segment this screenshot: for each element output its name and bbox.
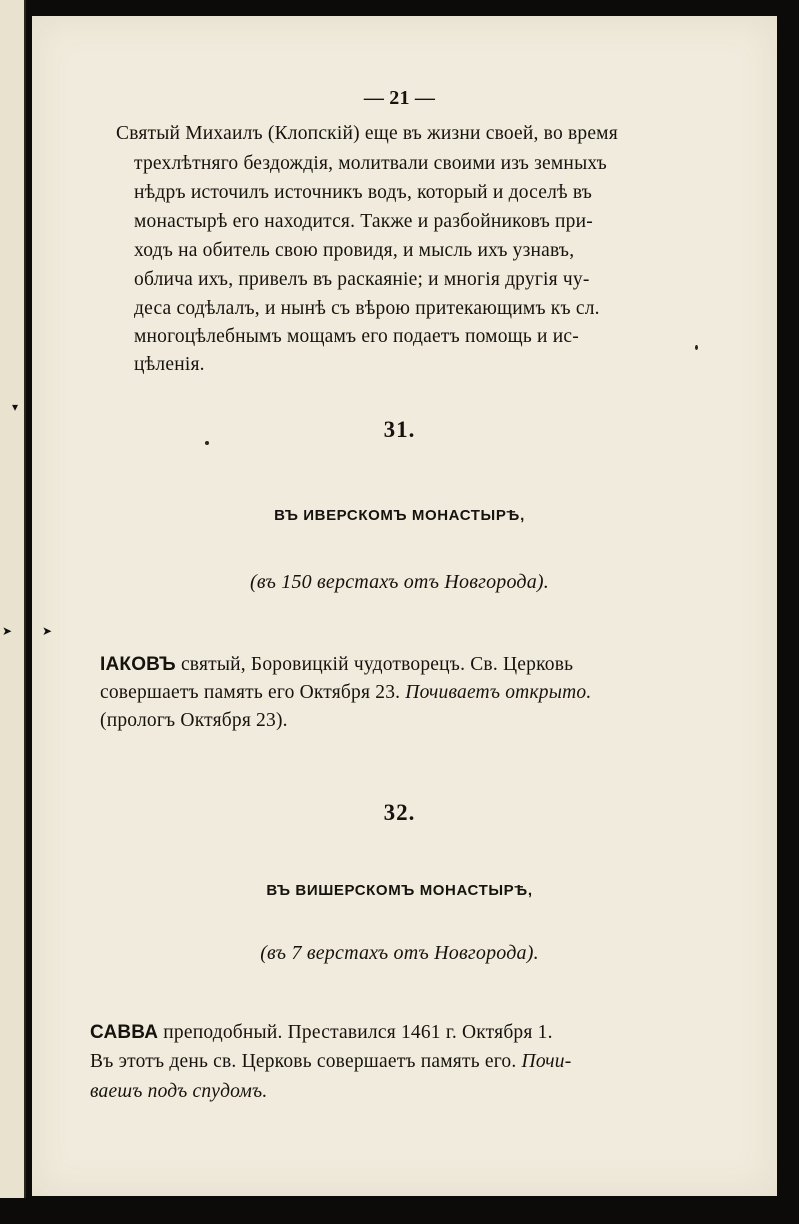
entry-line: (прологъ Октября 23).: [100, 710, 288, 731]
paragraph-line: многоцѣлебнымъ мощамъ его подаетъ помощь и ис-: [134, 326, 579, 347]
entry-line: ваешъ подъ спудомъ.: [90, 1081, 268, 1102]
entry-italic-text: Почиваетъ открыто.: [405, 682, 592, 703]
margin-mark: ➤: [42, 624, 53, 638]
entry-line: [90, 1052, 571, 1072]
paragraph-line-last: цѣленія.: [134, 354, 205, 375]
paragraph-line: Святый Михаилъ (Клопскій) еще въ жизни своей, во время: [116, 123, 618, 144]
saint-name: САВВА: [90, 1022, 159, 1043]
page-number: — 21 —: [363, 87, 436, 109]
monastery-title: ВЪ ВИШЕРСКОМЪ МОНАСТЫРѢ,: [266, 882, 533, 899]
page-speck: [205, 441, 209, 445]
saint-name: IАКОВЪ: [100, 654, 176, 675]
margin-mark: ▾: [12, 400, 19, 414]
entry-number: 32.: [383, 800, 416, 825]
entry-number: 31.: [383, 417, 416, 442]
entry-line: [100, 683, 591, 703]
previous-page-edge: [0, 0, 26, 1198]
page-speck: [695, 345, 698, 350]
paragraph-line: ходъ на обитель свою провидя, и мысль ихъ узнавъ,: [134, 240, 575, 261]
monastery-title: ВЪ ИВЕРСКОМЪ МОНАСТЫРѢ,: [274, 507, 525, 524]
distance-subtitle: (въ 150 верстахъ отъ Новгорода).: [249, 571, 549, 593]
paragraph-line: трехлѣтняго бездождія, молитвали своими изъ земныхъ: [134, 153, 607, 174]
paragraph-line: монастырѣ его находится. Также и разбойниковъ при-: [134, 211, 593, 232]
entry-line: [100, 655, 573, 675]
entry-text: преподобный. Преставился 1461 г. Октября 1.: [158, 1022, 553, 1043]
distance-subtitle: (въ 7 верстахъ отъ Новгорода).: [260, 942, 539, 964]
entry-text: святый, Боровицкій чудотворецъ. Св. Церковь: [175, 654, 574, 675]
entry-italic-text: Почи-: [521, 1051, 572, 1072]
margin-mark: ➤: [2, 624, 13, 638]
entry-line: [90, 1023, 553, 1043]
paragraph-line: нѣдръ источилъ источникъ водъ, который и доселѣ въ: [134, 182, 593, 203]
entry-text: совершаетъ память его Октября 23.: [100, 682, 406, 703]
entry-text: Въ этотъ день св. Церковь совершаетъ память его.: [90, 1051, 522, 1072]
paragraph-line: деса содѣлалъ, и нынѣ съ вѣрою притекающимъ къ сл.: [134, 298, 600, 319]
paragraph-line: облича ихъ, привелъ въ раскаяніе; и многія другія чу-: [134, 269, 590, 290]
